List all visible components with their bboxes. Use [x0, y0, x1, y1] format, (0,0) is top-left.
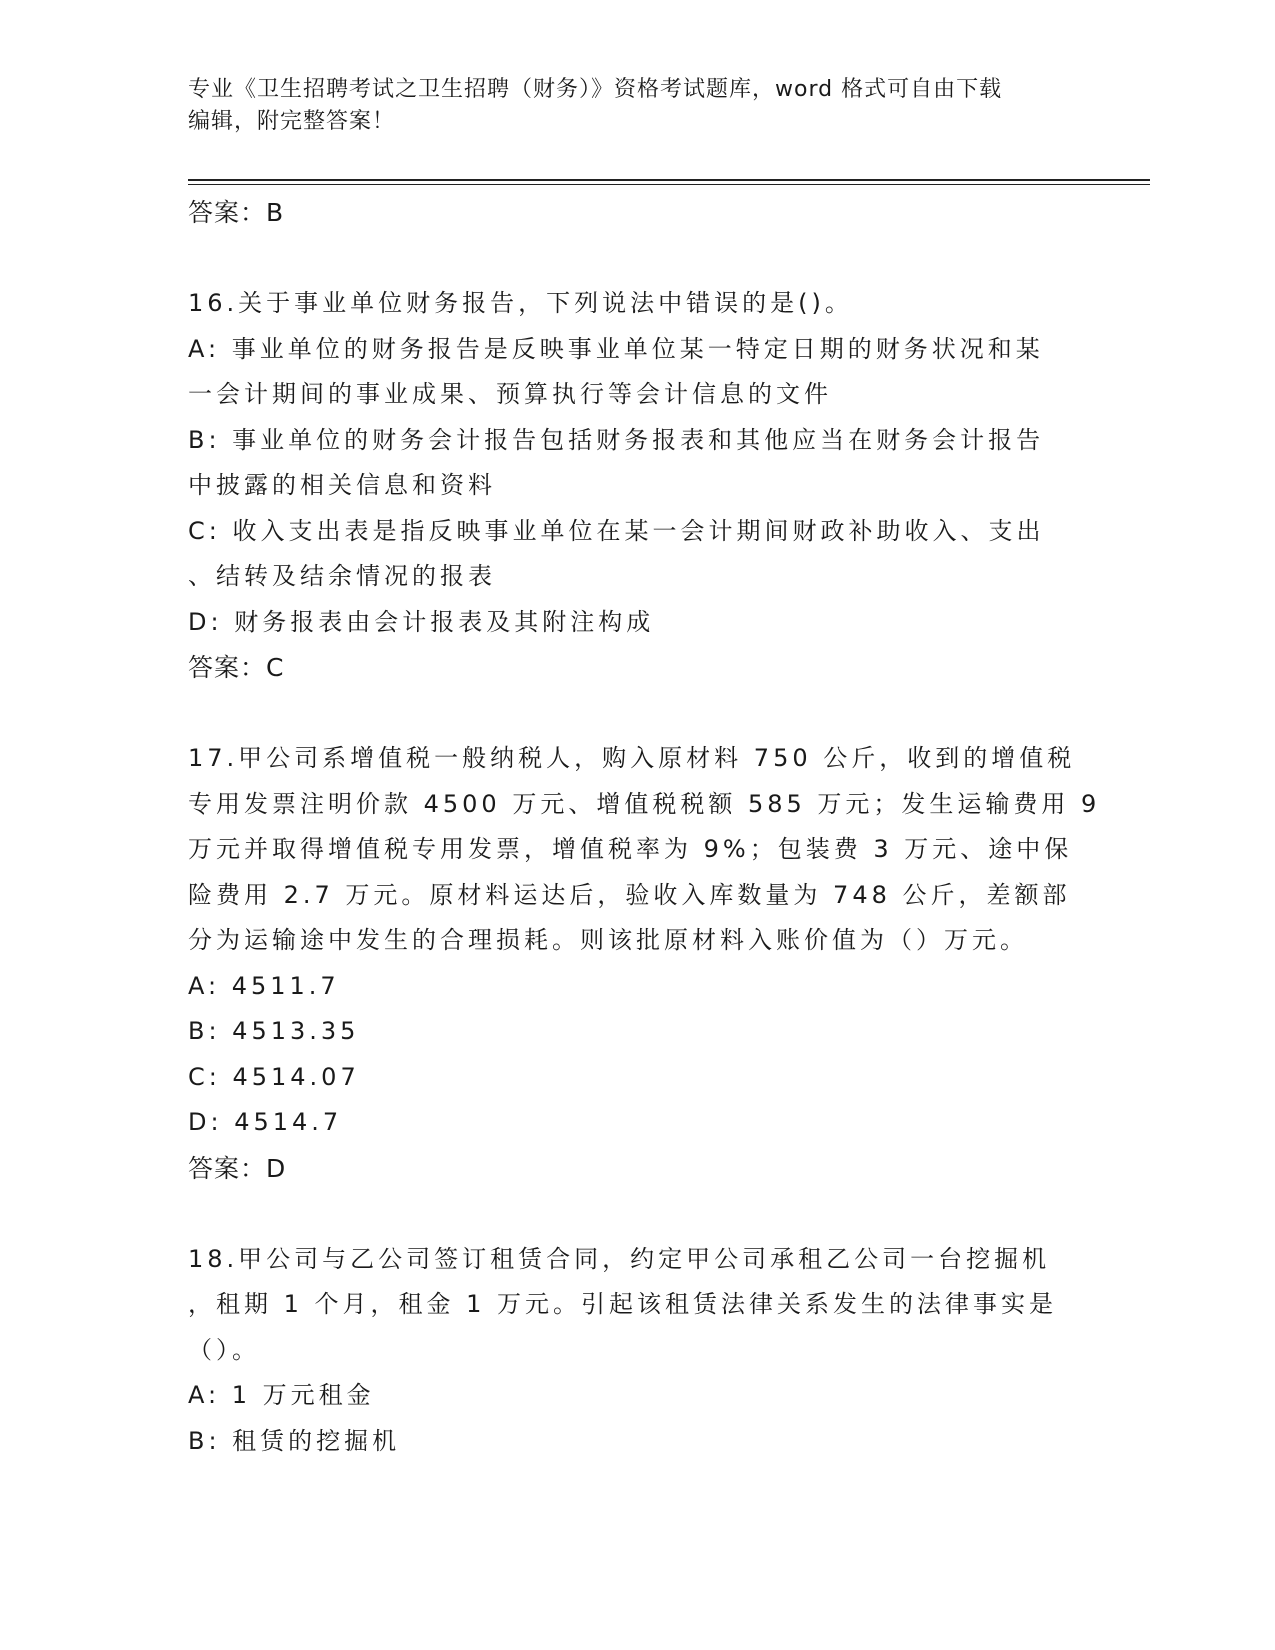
document-header [188, 74, 1088, 138]
header-line-2: 编辑，附完整答案！ [188, 109, 396, 134]
header-rule-thin [188, 184, 1150, 185]
previous-answer: 答案：B [188, 198, 285, 227]
question-stem-cont: 险费用 2.7 万元。原材料运达后，验收入库数量为 748 公斤，差额部 [188, 880, 1071, 909]
question-stem-cont: 分为运输途中发生的合理损耗。则该批原材料入账价值为（）万元。 [188, 926, 1028, 954]
answer: 答案：C [188, 653, 285, 682]
option-b: B: 4513.35 [188, 1017, 360, 1045]
question-stem-cont: 专用发票注明价款 4500 万元、增值税税额 585 万元；发生运输费用 9 [188, 789, 1101, 818]
answer: 答案：D [188, 1153, 287, 1183]
option-a: A: 事业单位的财务报告是反映事业单位某一特定日期的财务状况和某 [188, 334, 1044, 363]
spacer [188, 691, 1088, 737]
option-c-cont: 、结转及结余情况的报表 [188, 562, 496, 590]
option-c: C: 收入支出表是指反映事业单位在某一会计期间财政补助收入、支出 [188, 516, 1045, 545]
question-stem: 18.甲公司与乙公司签订租赁合同，约定甲公司承租乙公司一台挖掘机 [188, 1244, 1051, 1273]
header-rule-thick [188, 179, 1150, 181]
spacer [188, 1191, 1088, 1237]
option-c: C: 4514.07 [188, 1062, 360, 1091]
question-stem: 17.甲公司系增值税一般纳税人，购入原材料 750 公斤，收到的增值税 [188, 744, 1076, 772]
option-d: D: 4514.7 [188, 1108, 343, 1136]
question-stem-cont: 万元并取得增值税专用发票，增值税率为 9%；包装费 3 万元、途中保 [188, 835, 1073, 863]
question-stem-cont: ，租期 1 个月，租金 1 万元。引起该租赁法律关系发生的法律事实是 [188, 1290, 1058, 1318]
question-16 [188, 281, 1088, 691]
document-body [188, 190, 1101, 1464]
option-a-cont: 一会计期间的事业成果、预算执行等会计信息的文件 [188, 380, 832, 408]
spacer [188, 236, 1088, 282]
question-stem: 16.关于事业单位财务报告，下列说法中错误的是()。 [188, 289, 853, 317]
option-b-cont: 中披露的相关信息和资料 [188, 471, 496, 499]
option-b: B: 事业单位的财务会计报告包括财务报表和其他应当在财务会计报告 [188, 425, 1045, 454]
header-line-1: 专业《卫生招聘考试之卫生招聘（财务）》资格考试题库，word 格式可自由下载 [188, 77, 1003, 102]
option-a: A: 1 万元租金 [188, 1381, 375, 1409]
question-18 [188, 1237, 1088, 1465]
question-17 [188, 736, 1101, 1191]
option-d: D: 财务报表由会计报表及其附注构成 [188, 607, 655, 636]
question-stem-cont: （）。 [188, 1335, 260, 1364]
option-b: B: 租赁的挖掘机 [188, 1426, 401, 1455]
option-a: A: 4511.7 [188, 971, 340, 1000]
